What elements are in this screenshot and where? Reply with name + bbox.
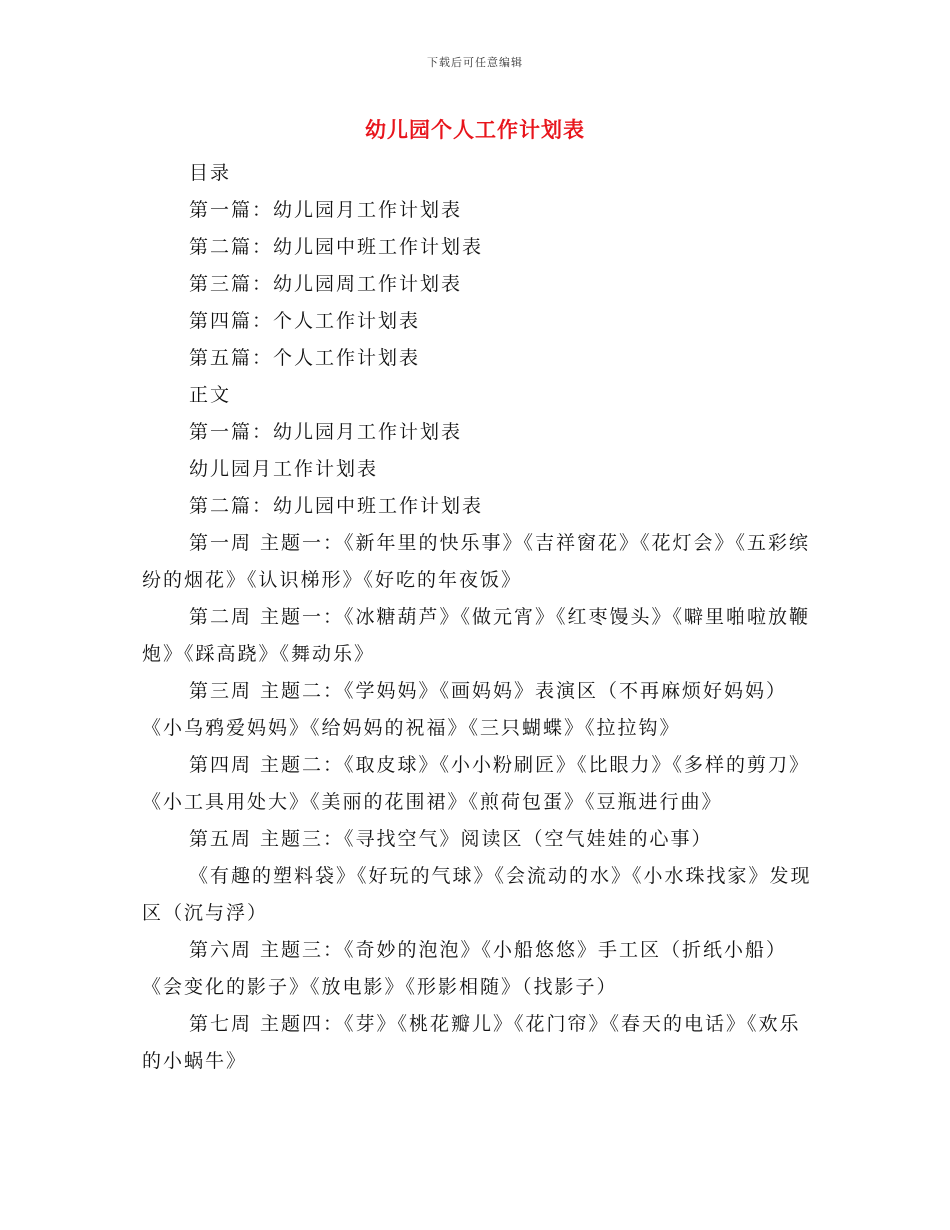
week-paragraph: 第一周 主题一：《新年里的快乐事》《吉祥窗花》《花灯会》《五彩缤纷的烟花》《认识梯形》《好吃的年夜饭》 (142, 532, 811, 591)
week-paragraph: 第三周 主题二：《学妈妈》《画妈妈》表演区（不再麻烦好妈妈）《小乌鸦爱妈妈》《给妈妈的祝福》《三只蝴蝶》《拉拉钩》 (142, 680, 788, 739)
section-subtitle: 幼儿园月工作计划表 (189, 458, 379, 480)
week-paragraph: 第四周 主题二：《取皮球》《小小粉刷匠》《比眼力》《多样的剪刀》《小工具用处大》《美丽的花围裙》《煎荷包蛋》《豆瓶进行曲》 (142, 754, 811, 813)
document-body (142, 155, 812, 1080)
week-paragraph: 第二周 主题一：《冰糖葫芦》《做元宵》《红枣馒头》《噼里啪啦放鞭炮》《踩高跷》《舞动乐》 (142, 606, 811, 665)
toc-item: 第二篇：幼儿园中班工作计划表 (189, 236, 484, 258)
week-paragraph: 第五周 主题三：《寻找空气》阅读区（空气娃娃的心事） (189, 828, 713, 850)
toc-item: 第一篇：幼儿园月工作计划表 (189, 199, 463, 221)
section-heading: 第一篇：幼儿园月工作计划表 (189, 421, 463, 443)
toc-item: 第五篇：个人工作计划表 (189, 347, 421, 369)
week-paragraph: 《有趣的塑料袋》《好玩的气球》《会流动的水》《小水珠找家》发现区（沉与浮） (142, 865, 812, 924)
section-heading: 第二篇：幼儿园中班工作计划表 (189, 495, 484, 517)
toc-item: 第三篇：幼儿园周工作计划表 (189, 273, 463, 295)
document-title: 幼儿园个人工作计划表 (365, 118, 585, 142)
page-header: 下载后可任意编辑 (427, 56, 523, 69)
toc-label: 目录 (189, 162, 232, 184)
week-paragraph: 第七周 主题四：《芽》《桃花瓣儿》《花门帘》《春天的电话》《欢乐的小蜗牛》 (142, 1013, 801, 1072)
body-label: 正文 (189, 384, 232, 406)
toc-item: 第四篇：个人工作计划表 (189, 310, 421, 332)
week-paragraph: 第六周 主题三：《奇妙的泡泡》《小船悠悠》手工区（折纸小船） 《会变化的影子》《放电影》《形影相随》（找影子） (142, 939, 788, 998)
